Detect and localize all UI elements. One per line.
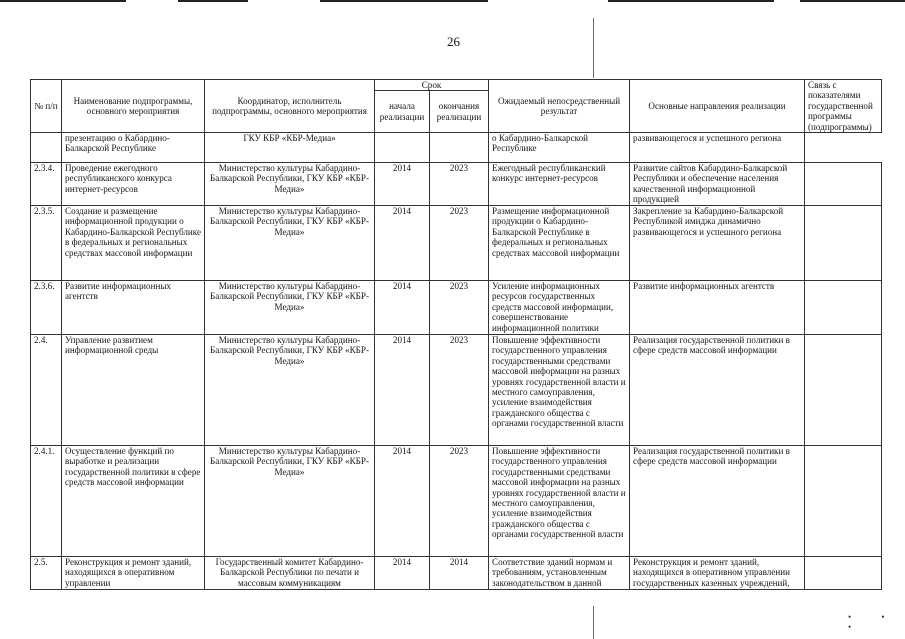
top-rule bbox=[0, 0, 126, 2]
header-number: № п/п bbox=[31, 80, 62, 133]
cell-result: Повышение эффективности государственного управления государственными средствами массовой информации на разных уровнях государственной власти и местного самоуправления, усиление взаимодействия гражданского общества с органами государственной власти bbox=[489, 335, 630, 446]
cell-directions: Развитие информационных агентств bbox=[630, 281, 805, 335]
cell-name: презентацию о Кабардино-Балкарской Республике bbox=[62, 133, 205, 163]
cell-number: 2.5. bbox=[31, 557, 62, 590]
top-rule bbox=[178, 0, 248, 2]
cell-directions: развивающегося и успешного региона bbox=[630, 133, 805, 163]
cell-link bbox=[805, 163, 882, 206]
cell-coordinator: Министерство культуры Кабардино-Балкарской Республики, ГКУ КБР «КБР-Медиа» bbox=[205, 446, 375, 557]
cell-link bbox=[805, 206, 882, 281]
cell-directions: Реконструкция и ремонт зданий, находящихся в оперативном управлении государственных казенных учреждений, bbox=[630, 557, 805, 590]
cell-name: Проведение ежегодного республиканского конкурса интернет-ресурсов bbox=[62, 163, 205, 206]
header-end: окончания реализации bbox=[430, 91, 489, 133]
cell-name: Развитие информационных агентств bbox=[62, 281, 205, 335]
cell-link bbox=[805, 557, 882, 590]
cell-number: 2.3.6. bbox=[31, 281, 62, 335]
cell-coordinator: ГКУ КБР «КБР-Медиа» bbox=[205, 133, 375, 163]
table-row bbox=[31, 163, 882, 206]
cell-coordinator: Министерство культуры Кабардино-Балкарской Республики, ГКУ КБР «КБР-Медиа» bbox=[205, 335, 375, 446]
scan-line bbox=[593, 606, 594, 639]
cell-start: 2014 bbox=[375, 206, 430, 281]
cell-coordinator: Государственный комитет Кабардино-Балкарской Республики по печати и массовым коммуникациям bbox=[205, 557, 375, 590]
header-link: Связь с показателями государственной программы (подпрограммы) bbox=[805, 80, 882, 133]
header-name: Наименование подпрограммы, основного мероприятия bbox=[62, 80, 205, 133]
cell-number: 2.4.1. bbox=[31, 446, 62, 557]
cell-end: 2023 bbox=[430, 163, 489, 206]
cell-end: 2023 bbox=[430, 206, 489, 281]
header-term: Срок bbox=[375, 80, 489, 91]
cell-start: 2014 bbox=[375, 446, 430, 557]
scan-marks: • • • bbox=[848, 612, 899, 632]
cell-link bbox=[805, 281, 882, 335]
table-row bbox=[31, 557, 882, 590]
cell-result: Повышение эффективности государственного управления государственными средствами массовой информации на разных уровнях государственной власти и местного самоуправления, усиление взаимодействия гражданского общества с органами государственной власти bbox=[489, 446, 630, 557]
cell-end: 2023 bbox=[430, 335, 489, 446]
cell-link bbox=[805, 446, 882, 557]
header-result: Ожидаемый непосредственный результат bbox=[489, 80, 630, 133]
cell-result: Усиление информационных ресурсов государственных средств массовой информации, совершенствование информационной политики bbox=[489, 281, 630, 335]
cell-start: 2014 bbox=[375, 335, 430, 446]
cell-start bbox=[375, 133, 430, 163]
header-coordinator: Координатор, исполнитель подпрограммы, основного мероприятия bbox=[205, 80, 375, 133]
cell-result: Соответствие зданий нормам и требованиям, установленным законодательством в данной bbox=[489, 557, 630, 590]
table-row bbox=[31, 446, 882, 557]
cell-name: Осуществление функций по выработке и реализации государственной политики в сфере средств массовой информации bbox=[62, 446, 205, 557]
table-header bbox=[31, 80, 882, 133]
cell-end: 2014 bbox=[430, 557, 489, 590]
cell-name: Управление развитием информационной среды bbox=[62, 335, 205, 446]
cell-directions: Реализация государственной политики в сфере средств массовой информации bbox=[630, 446, 805, 557]
table-row bbox=[31, 281, 882, 335]
header-directions: Основные направления реализации bbox=[630, 80, 805, 133]
top-rule bbox=[320, 0, 488, 2]
cell-coordinator: Министерство культуры Кабардино-Балкарской Республики, ГКУ КБР «КБР-Медиа» bbox=[205, 206, 375, 281]
cell-directions: Закрепление за Кабардино-Балкарской Республикой имиджа динамично развивающегося и успешного региона bbox=[630, 206, 805, 281]
cell-name: Реконструкция и ремонт зданий, находящихся в оперативном управлении bbox=[62, 557, 205, 590]
table-row bbox=[31, 133, 882, 163]
cell-coordinator: Министерство культуры Кабардино-Балкарской Республики, ГКУ КБР «КБР-Медиа» bbox=[205, 281, 375, 335]
program-table bbox=[30, 79, 882, 590]
scan-line bbox=[593, 18, 594, 78]
cell-start: 2014 bbox=[375, 163, 430, 206]
cell-start: 2014 bbox=[375, 281, 430, 335]
top-rule bbox=[608, 0, 774, 2]
cell-number: 2.3.5. bbox=[31, 206, 62, 281]
cell-end bbox=[430, 133, 489, 163]
cell-number: 2.3.4. bbox=[31, 163, 62, 206]
cell-directions: Развитие сайтов Кабардино-Балкарской Республики и обеспечение населения качественной информационной продукцией bbox=[630, 163, 805, 206]
cell-link bbox=[805, 335, 882, 446]
cell-start: 2014 bbox=[375, 557, 430, 590]
cell-directions: Реализация государственной политики в сфере средств массовой информации bbox=[630, 335, 805, 446]
cell-result: Ежегодный республиканский конкурс интернет-ресурсов bbox=[489, 163, 630, 206]
cell-number: 2.4. bbox=[31, 335, 62, 446]
cell-result: Размещение информационной продукции о Кабардино-Балкарской Республике в федеральных и региональных средствах массовой информации bbox=[489, 206, 630, 281]
cell-coordinator: Министерство культуры Кабардино-Балкарской Республики, ГКУ КБР «КБР-Медиа» bbox=[205, 163, 375, 206]
cell-number bbox=[31, 133, 62, 163]
header-start: начала реализации bbox=[375, 91, 430, 133]
table-row bbox=[31, 335, 882, 446]
cell-end: 2023 bbox=[430, 281, 489, 335]
top-rule bbox=[800, 0, 905, 2]
table-row bbox=[31, 206, 882, 281]
cell-result: о Кабардино-Балкарской Республике bbox=[489, 133, 630, 163]
cell-name: Создание и размещение информационной продукции о Кабардино-Балкарской Республике в федеральных и региональных средствах массовой информации bbox=[62, 206, 205, 281]
page-number: 26 bbox=[447, 34, 460, 49]
cell-end: 2023 bbox=[430, 446, 489, 557]
